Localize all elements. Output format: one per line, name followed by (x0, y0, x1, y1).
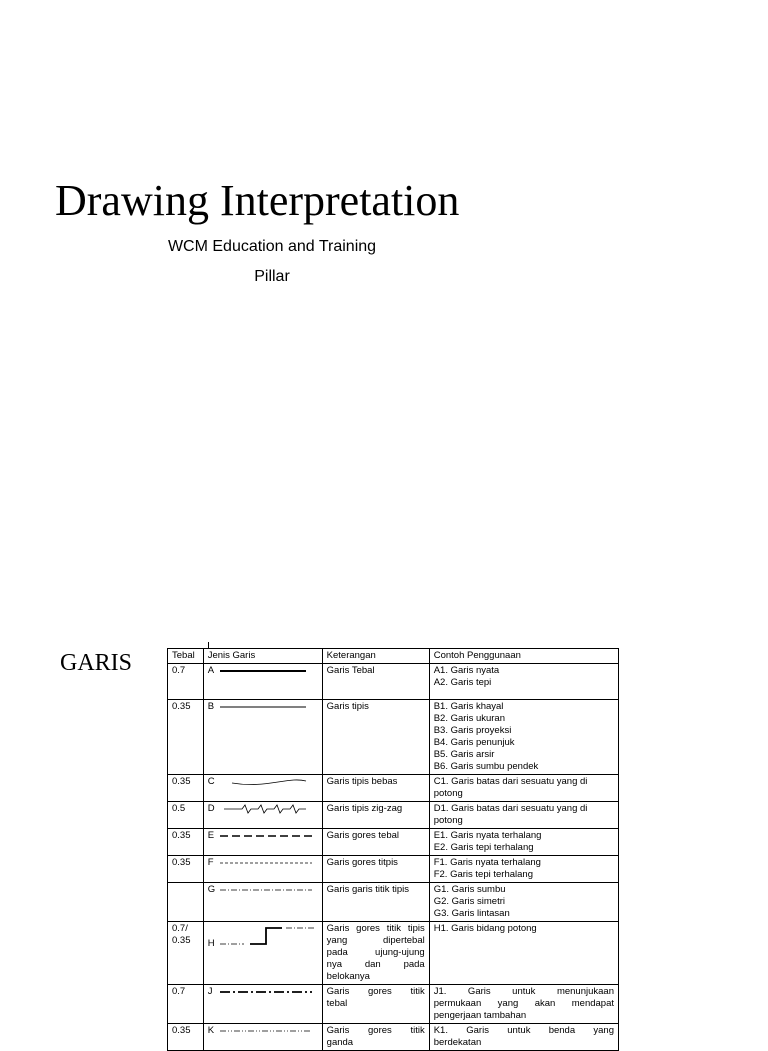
cell-keterangan: Garis tipis bebas (322, 775, 429, 802)
contoh-item: G1. Garis sumbu (433, 884, 506, 895)
contoh-item: D1. Garis batas dari sesuatu yang di (433, 803, 588, 814)
contoh-item: F1. Garis nyata terhalang (433, 857, 541, 868)
contoh-item: C1. Garis batas dari sesuatu yang di (433, 776, 588, 787)
slide-heading: GARIS (60, 650, 133, 676)
contoh-item: G2. Garis simetri (433, 896, 505, 907)
contoh-item: B5. Garis arsir (433, 749, 495, 760)
cell-contoh (429, 829, 618, 856)
cell-tebal: 0.7 (168, 664, 204, 700)
thin-dashed-line-sample (220, 859, 312, 867)
cell-jenis (203, 700, 322, 775)
contoh-item: potong (433, 788, 463, 799)
cell-keterangan (322, 922, 429, 985)
line-label: A (207, 665, 215, 676)
contoh-item: H1. Garis bidang potong (433, 923, 537, 934)
thin-line-sample (220, 703, 306, 711)
cell-keterangan: Garis garis titik tipis (322, 883, 429, 922)
tebal-value: 0.35 (172, 935, 191, 946)
slide-subtitle-line-2: Pillar (254, 268, 290, 285)
cell-keterangan: Garis tipis (322, 700, 429, 775)
section-plane-line-sample (220, 924, 314, 952)
table-row-e (168, 829, 619, 856)
cell-contoh (429, 664, 618, 700)
cell-jenis (203, 775, 322, 802)
line-label: J (207, 986, 213, 997)
line-label: G (207, 884, 216, 895)
cell-keterangan (322, 985, 429, 1024)
cell-contoh (429, 700, 618, 775)
contoh-item: A1. Garis nyata (433, 665, 500, 676)
cell-tebal: 0.35 (168, 856, 204, 883)
contoh-item: J1. Garis untuk menunjukaan (433, 986, 614, 997)
contoh-item: B4. Garis penunjuk (433, 737, 515, 748)
table-row-c (168, 775, 619, 802)
ket-line: ganda (326, 1037, 354, 1048)
table-row-d (168, 802, 619, 829)
contoh-item: E2. Garis tepi terhalang (433, 842, 534, 853)
cell-jenis (203, 664, 322, 700)
tebal-value: 0.7/ (172, 923, 188, 934)
contoh-item: permukaan yang akan mendapat (433, 998, 614, 1009)
table-row-h (168, 922, 619, 985)
cell-jenis (203, 1024, 322, 1051)
cell-contoh (429, 883, 618, 922)
double-dash-dot-line-sample (220, 1027, 312, 1035)
thick-line-sample (220, 667, 306, 675)
slide-title: Drawing Interpretation (55, 176, 460, 225)
contoh-item: potong (433, 815, 463, 826)
ket-line: nya dan pada (326, 959, 425, 970)
cell-jenis (203, 856, 322, 883)
table-row-j (168, 985, 619, 1024)
header-contoh-penggunaan: Contoh Penggunaan (429, 649, 618, 664)
thin-dash-dot-line-sample (220, 886, 312, 894)
ket-line: yang dipertebal (326, 935, 425, 946)
table-row-g (168, 883, 619, 922)
line-types-table (167, 648, 619, 1051)
table-header-row (168, 649, 619, 664)
ket-line: pada ujung-ujung (326, 947, 425, 958)
cell-keterangan: Garis gores titpis (322, 856, 429, 883)
contoh-item: B2. Garis ukuran (433, 713, 506, 724)
cell-jenis (203, 985, 322, 1024)
contoh-item: pengerjaan tambahan (433, 1010, 527, 1021)
cell-tebal: 0.35 (168, 775, 204, 802)
contoh-item: E1. Garis nyata terhalang (433, 830, 542, 841)
cell-keterangan (322, 1024, 429, 1051)
cell-keterangan: Garis Tebal (322, 664, 429, 700)
contoh-item: G3. Garis lintasan (433, 908, 510, 919)
zigzag-line-sample (220, 804, 306, 814)
thick-dashed-line-sample (220, 832, 312, 840)
cell-contoh (429, 922, 618, 985)
cell-tebal (168, 922, 204, 985)
contoh-item: B3. Garis proyeksi (433, 725, 512, 736)
cell-jenis (203, 802, 322, 829)
ket-line: Garis gores titik tipis (326, 923, 425, 934)
header-tebal: Tebal (168, 649, 204, 664)
cell-keterangan: Garis gores tebal (322, 829, 429, 856)
header-keterangan: Keterangan (322, 649, 429, 664)
contoh-item: B6. Garis sumbu pendek (433, 761, 539, 772)
slide-subtitle-line-1: WCM Education and Training (167, 238, 377, 255)
cell-contoh (429, 802, 618, 829)
cell-keterangan: Garis tipis zig-zag (322, 802, 429, 829)
cell-jenis (203, 829, 322, 856)
line-label: C (207, 776, 215, 787)
cell-tebal: 0.5 (168, 802, 204, 829)
ket-line: belokanya (326, 971, 370, 982)
table-row-k (168, 1024, 619, 1051)
cell-tebal: 0.7 (168, 985, 204, 1024)
thick-dash-dot-line-sample (220, 988, 312, 996)
line-label: D (207, 803, 215, 814)
ket-line: tebal (326, 998, 348, 1009)
cell-tebal: 0.35 (168, 700, 204, 775)
header-jenis-garis: Jenis Garis (203, 649, 322, 664)
table-row-f (168, 856, 619, 883)
freehand-line-sample (220, 777, 306, 787)
cell-contoh (429, 985, 618, 1024)
line-label: F (207, 857, 214, 868)
cell-tebal: 0.35 (168, 1024, 204, 1051)
line-label: K (207, 1025, 215, 1036)
contoh-item: berdekatan (433, 1037, 482, 1048)
table-row-b (168, 700, 619, 775)
cell-contoh (429, 775, 618, 802)
cell-contoh (429, 856, 618, 883)
line-label: H (207, 938, 215, 949)
cell-tebal (168, 883, 204, 922)
ket-line: Garis gores titik (326, 986, 425, 997)
line-label: E (207, 830, 215, 841)
contoh-item: B1. Garis khayal (433, 701, 504, 712)
contoh-item: K1. Garis untuk benda yang (433, 1025, 614, 1036)
ket-line: Garis gores titik (326, 1025, 425, 1036)
cell-tebal: 0.35 (168, 829, 204, 856)
contoh-item: F2. Garis tepi terhalang (433, 869, 533, 880)
table-row-a (168, 664, 619, 700)
cell-jenis (203, 883, 322, 922)
cell-jenis (203, 922, 322, 985)
garis-slide (0, 620, 768, 1048)
cell-contoh (429, 1024, 618, 1051)
contoh-item: A2. Garis tepi (433, 677, 492, 688)
line-label: B (207, 701, 215, 712)
